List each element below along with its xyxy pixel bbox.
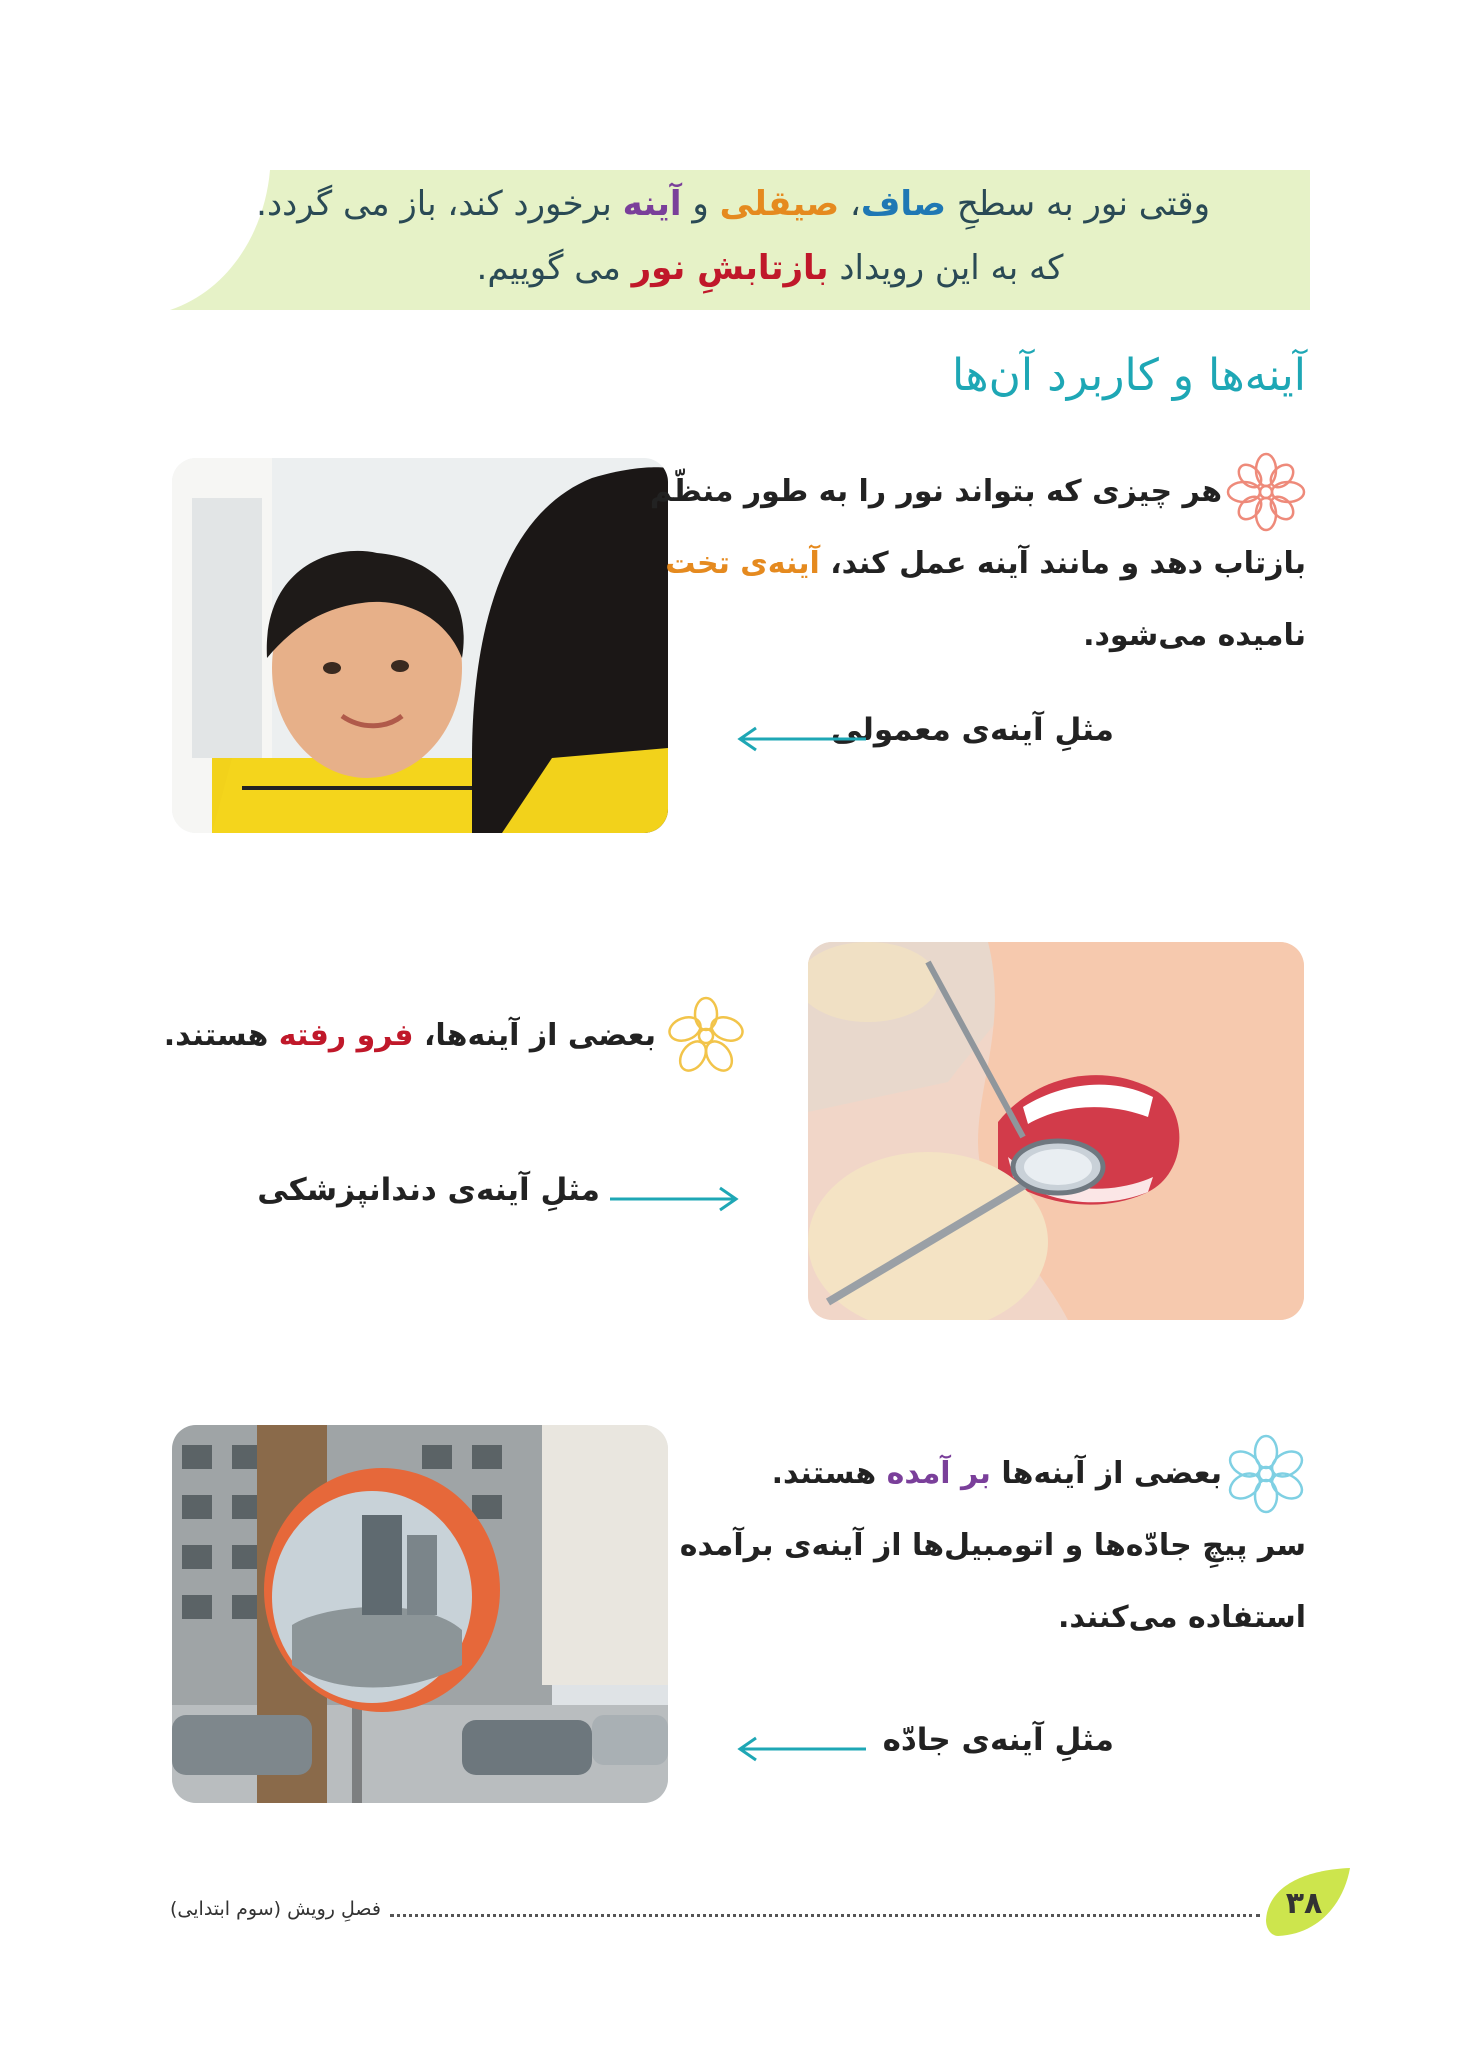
term-reflection: بازتابشِ نور bbox=[631, 248, 829, 288]
banner-line-1 bbox=[256, 184, 1210, 224]
photo-boy-mirror bbox=[172, 458, 668, 833]
flat-mirror-line-1: هر چیزی که بتواند نور را به طور منظّم bbox=[649, 474, 1222, 509]
footer-chapter: فصلِ رویش (سوم ابتدایی) bbox=[170, 1898, 381, 1920]
flat-mirror-text: بازتاب دهد و مانند آینه عمل کند، bbox=[819, 546, 1306, 581]
term-concave: فرو رفته bbox=[278, 1018, 414, 1053]
photo-road-mirror bbox=[172, 1425, 668, 1803]
page-number: ۳۸ bbox=[1285, 1886, 1323, 1921]
term-polished: صیقلی bbox=[719, 184, 840, 224]
convex-mirror-line-1 bbox=[772, 1438, 1222, 1510]
banner-line-2 bbox=[330, 248, 1210, 288]
flower-icon-blue bbox=[1226, 1434, 1306, 1514]
flower-icon-yellow bbox=[666, 996, 746, 1076]
banner-text: ، bbox=[839, 184, 861, 224]
dental-mirror-illustration bbox=[808, 942, 1304, 1320]
arrow-right-icon bbox=[606, 1184, 740, 1214]
flower-icon-pink bbox=[1226, 452, 1306, 532]
convex-mirror-text: بعضی از آینه‌ها bbox=[990, 1456, 1222, 1491]
photo-dental-mirror bbox=[808, 942, 1304, 1320]
convex-mirror-line-3: استفاده می‌کنند. bbox=[1057, 1600, 1306, 1635]
flat-mirror-line-2 bbox=[665, 528, 1306, 600]
concave-mirror-line-1 bbox=[164, 1000, 656, 1072]
banner-text: و bbox=[681, 184, 720, 224]
convex-mirror-text: هستند. bbox=[771, 1456, 887, 1491]
term-smooth: صاف bbox=[860, 184, 947, 224]
banner-text: برخورد کند، باز می گردد. bbox=[256, 184, 623, 224]
road-mirror-illustration bbox=[172, 1425, 668, 1803]
convex-mirror-example: مثلِ آینه‌ی جادّه bbox=[882, 1722, 1114, 1758]
banner-text: می گوییم. bbox=[476, 248, 632, 288]
convex-mirror-line-2: سر پیچِ جادّه‌ها و اتومبیل‌ها از آینه‌ی برآمده bbox=[679, 1528, 1306, 1563]
intro-banner bbox=[170, 170, 1310, 310]
banner-text: وقتی نور به سطحِ bbox=[946, 184, 1210, 224]
term-convex: بر آمده bbox=[886, 1456, 991, 1491]
banner-text: که به این رویداد bbox=[828, 248, 1064, 288]
flat-mirror-example: مثلِ آینه‌ی معمولی bbox=[830, 712, 1114, 748]
concave-mirror-text: هستند. bbox=[163, 1018, 279, 1053]
section-title: آینه‌ها و کاربرد آن‌ها bbox=[951, 350, 1306, 401]
term-mirror: آینه bbox=[622, 184, 682, 224]
arrow-left-icon bbox=[736, 1734, 870, 1764]
flat-mirror-line-3: نامیده می‌شود. bbox=[1083, 618, 1306, 653]
concave-mirror-text: بعضی از آینه‌ها، bbox=[413, 1018, 656, 1053]
boy-mirror-illustration bbox=[172, 458, 668, 833]
arrow-left-icon bbox=[736, 724, 870, 754]
term-flat-mirror: آینه‌ی تخت bbox=[665, 546, 820, 581]
concave-mirror-example: مثلِ آینه‌ی دندانپزشکی bbox=[257, 1172, 600, 1208]
footer-divider bbox=[390, 1914, 1260, 1917]
